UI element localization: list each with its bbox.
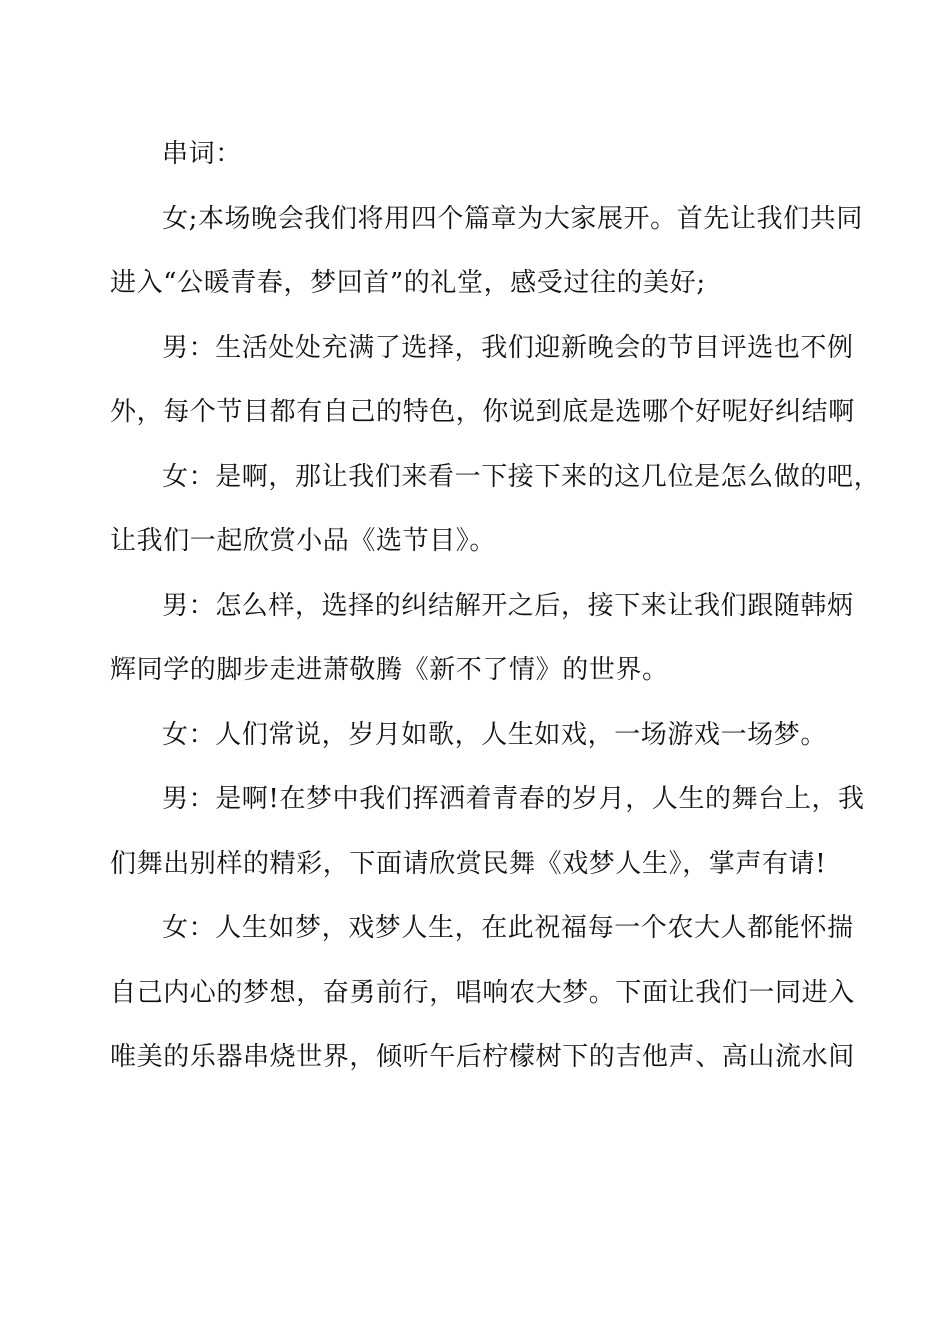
paragraph bbox=[110, 574, 854, 703]
text-line: 男：怎么样，选择的纠结解开之后，接下来让我们跟随韩炳 bbox=[162, 590, 854, 621]
text-line: 自己内心的梦想，奋勇前行，唱响农大梦。下面让我们一同进入 bbox=[110, 977, 855, 1008]
text-line: 女：人们常说，岁月如歌，人生如戏，一场游戏一场梦。 bbox=[162, 719, 828, 750]
text-line: 辉同学的脚步走进萧敬腾《新不了情》的世界。 bbox=[110, 655, 669, 685]
text-line: 女：人生如梦，戏梦人生，在此祝福每一个农大人都能怀揣 bbox=[162, 913, 854, 943]
text-line: 外，每个节目都有自己的特色，你说到底是选哪个好呢好纠结啊 bbox=[110, 397, 855, 427]
text-line: 男：是啊!在梦中我们挥洒着青春的岁月，人生的舞台上，我 bbox=[162, 784, 865, 814]
paragraph bbox=[110, 896, 855, 1090]
document-body bbox=[110, 122, 881, 1090]
paragraph-heading bbox=[110, 122, 840, 187]
text-line: 唯美的乐器串烧世界，倾听午后柠檬树下的吉他声、高山流水间 bbox=[110, 1042, 855, 1072]
paragraph bbox=[110, 316, 855, 445]
text-line: 们舞出别样的精彩，下面请欣赏民舞《戏梦人生》，掌声有请! bbox=[110, 848, 827, 879]
text-line: 女;本场晚会我们将用四个篇章为大家展开。首先让我们共同 bbox=[162, 203, 863, 234]
text-line: 串词： bbox=[162, 139, 242, 169]
paragraph bbox=[110, 703, 840, 768]
paragraph bbox=[110, 767, 865, 896]
text-line: 男：生活处处充满了选择，我们迎新晚会的节目评选也不例 bbox=[162, 332, 854, 363]
paragraph bbox=[110, 445, 881, 574]
text-line: 让我们一起欣赏小品《选节目》。 bbox=[110, 526, 497, 556]
paragraph bbox=[110, 187, 863, 316]
text-line: 女：是啊，那让我们来看一下接下来的这几位是怎么做的吧， bbox=[162, 461, 881, 492]
text-line: 进入“公暖青春，梦回首”的礼堂，感受过往的美好; bbox=[110, 268, 706, 298]
